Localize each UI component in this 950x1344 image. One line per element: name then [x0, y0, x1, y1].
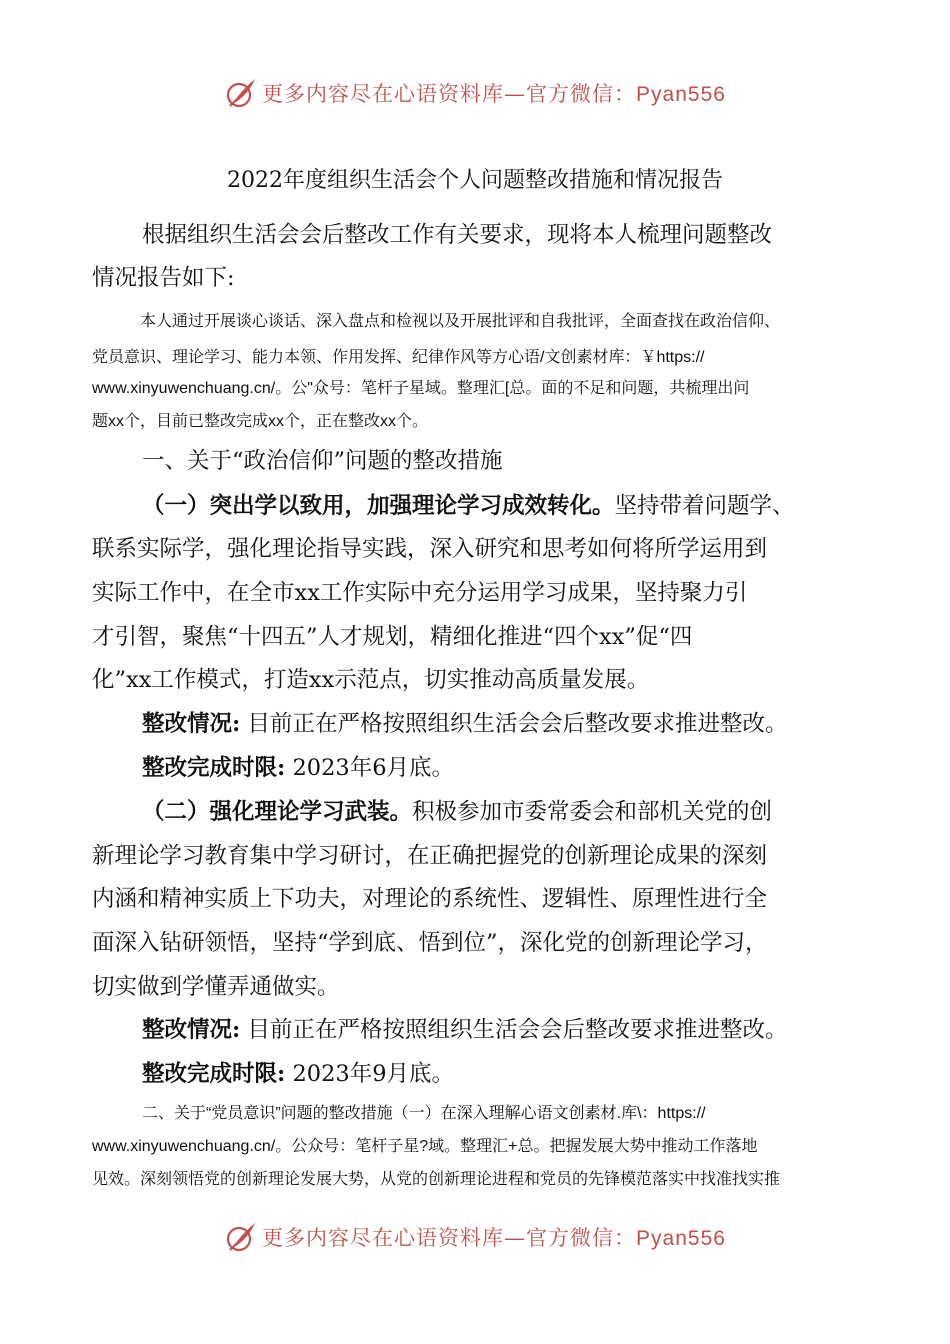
- section-1-heading: 一、关于“政治信仰”问题的整改措施: [142, 448, 503, 474]
- item-1-status: 整改情况: 目前正在严格按照组织生活会会后整改要求推进整改。: [142, 711, 788, 737]
- item-2-line-3: 内涵和精神实质上下功夫，对理论的系统性、逻辑性、原理性进行全: [92, 886, 768, 912]
- item-2-line-4: 面深入钻研领悟，坚持“学到底、悟到位”，深化党的创新理论学习，: [92, 930, 768, 956]
- watermark-banner-bottom: [0, 1214, 950, 1260]
- deadline-label: 整改完成时限:: [142, 755, 286, 781]
- section-2-line-1: 二、关于“党员意识”问题的整改措施（一）在深入理解心语文创素材.库\：https://: [142, 1105, 706, 1122]
- item-2-line-2: 新理论学习教育集中学习研讨，在正确把握党的创新理论成果的深刻: [92, 843, 768, 869]
- item-1-line-3: 实际工作中，在全市xx工作实际中充分运用学习成果，坚持聚力引: [92, 580, 748, 606]
- item-2-status: 整改情况: 目前正在严格按照组织生活会会后整改要求推进整改。: [142, 1017, 788, 1043]
- quill-pen-logo-icon: [224, 1220, 258, 1254]
- deadline-label: 整改完成时限:: [142, 1061, 286, 1087]
- item-1-deadline: 整改完成时限: 2023年6月底。: [142, 755, 455, 781]
- watermark-banner-top: [0, 70, 950, 116]
- quill-pen-logo-icon: [224, 76, 258, 110]
- section-2-line-3: 见效。深刻领悟党的创新理论发展大势，从党的创新理论进程和党员的先锋模范落实中找准找实推: [92, 1171, 781, 1188]
- item-1-line-2: 联系实际学，强化理论指导实践，深入研究和思考如何将所学运用到: [92, 536, 768, 562]
- status-label: 整改情况:: [142, 711, 241, 737]
- intro-line-2: 情况报告如下:: [92, 265, 235, 291]
- section-2-line-2: www.xinyuwenchuang.cn/。公众号：笔杆子星?域。整理汇+总。把握发展大势中推动工作落地: [92, 1138, 758, 1155]
- summary-line-4: 题xx个，目前已整改完成xx个，正在整改xx个。: [92, 413, 429, 430]
- item-2-deadline: 整改完成时限: 2023年9月底。: [142, 1061, 455, 1087]
- item-1-line-1: （一）突出学以致用，加强理论学习成效转化。坚持带着问题学、: [142, 493, 795, 519]
- item-1-line-4: 才引智，聚焦“十四五”人才规划，精细化推进“四个xx”促“四: [92, 624, 693, 650]
- watermark-text: 更多内容尽在心语资料库—官方微信：Pyan556: [262, 1226, 726, 1250]
- wechat-id: Pyan556: [636, 1227, 726, 1250]
- wechat-id: Pyan556: [636, 83, 726, 106]
- document-title: 2022年度组织生活会个人问题整改措施和情况报告: [227, 168, 723, 193]
- item-2-lead: （二）强化理论学习武装。: [142, 799, 413, 825]
- item-1-line-5: 化”xx工作模式，打造xx示范点，切实推动高质量发展。: [92, 667, 650, 693]
- item-1-lead: （一）突出学以致用，加强理论学习成效转化。: [142, 493, 615, 519]
- summary-line-2: 党员意识、理论学习、能力本领、作用发挥、纪律作风等方心语/文创素材库：￥https://: [92, 349, 705, 366]
- status-label: 整改情况:: [142, 1017, 241, 1043]
- summary-line-3: www.xinyuwenchuang.cn/。公"众号：笔杆子星域。整理汇[总。面的不足和问题，共梳理出问: [92, 380, 750, 397]
- item-2-line-5: 切实做到学懂弄通做实。: [92, 974, 340, 1000]
- watermark-text: 更多内容尽在心语资料库—官方微信：Pyan556: [262, 82, 726, 106]
- intro-line-1: 根据组织生活会会后整改工作有关要求，现将本人梳理问题整改: [142, 222, 773, 248]
- item-2-line-1: （二）强化理论学习武装。积极参加市委常委会和部机关党的创: [142, 799, 773, 825]
- summary-line-1: 本人通过开展谈心谈话、深入盘点和检视以及开展批评和自我批评，全面查找在政治信仰、: [140, 313, 781, 330]
